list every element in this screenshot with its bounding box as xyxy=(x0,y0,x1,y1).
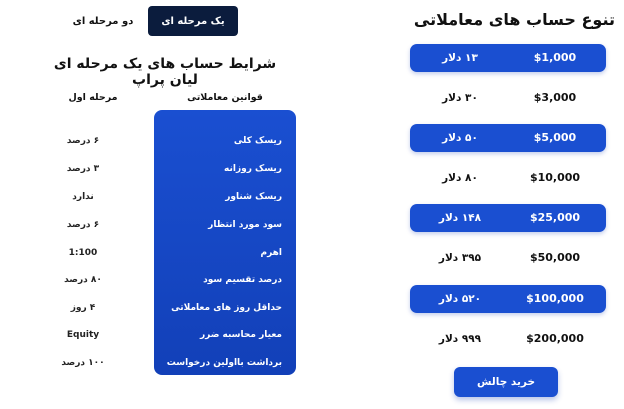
account-row[interactable] xyxy=(410,164,606,192)
account-size: $50,000 xyxy=(529,251,581,264)
rule-name: درصد تقسیم سود xyxy=(203,275,282,285)
rule-name: برداشت بااولین درخواست xyxy=(166,358,282,368)
account-size: $25,000 xyxy=(529,211,581,224)
account-row[interactable] xyxy=(410,325,606,353)
account-price: ۸۰ دلار xyxy=(442,172,478,184)
rule-value: ۱۰۰ درصد xyxy=(61,358,105,368)
account-row[interactable] xyxy=(410,124,606,152)
rule-value: ۴ روز xyxy=(70,303,96,313)
account-row[interactable] xyxy=(410,84,606,112)
rule-value: ۶ درصد xyxy=(66,136,100,146)
rule-value: Equity xyxy=(66,330,100,340)
header-trading-rules: قوانین معاملاتی xyxy=(187,92,263,103)
rule-value: 1:100 xyxy=(68,248,98,258)
rule-name: ریسک شناور xyxy=(225,192,282,202)
rule-value: ۶ درصد xyxy=(66,220,100,230)
account-row[interactable] xyxy=(410,204,606,232)
rule-name: حداقل روز های معاملاتی xyxy=(171,303,282,313)
account-size: $200,000 xyxy=(526,332,584,345)
buy-challenge-button[interactable]: خرید چالش xyxy=(454,367,558,397)
account-price: ۹۹۹ دلار xyxy=(438,333,482,345)
rule-name: ریسک روزانه xyxy=(224,164,282,174)
conditions-title: شرایط حساب های یک مرحله ای لیان پراپ xyxy=(53,56,277,88)
account-size: $5,000 xyxy=(533,131,577,144)
account-row[interactable] xyxy=(410,285,606,313)
account-row[interactable] xyxy=(410,44,606,72)
tab-one-phase[interactable]: یک مرحله ای xyxy=(148,6,238,36)
account-price: ۱۳ دلار xyxy=(442,52,478,64)
rule-name: معیار محاسبه ضرر xyxy=(199,330,282,340)
account-price: ۳۹۵ دلار xyxy=(438,252,482,264)
tab-two-phase[interactable]: دو مرحله ای xyxy=(72,15,134,27)
header-phase-one: مرحله اول xyxy=(68,92,118,103)
account-size: $3,000 xyxy=(533,91,577,104)
rule-name: اهرم xyxy=(260,248,282,258)
account-size: $1,000 xyxy=(533,51,577,64)
phase-tabs xyxy=(58,6,238,36)
account-size: $10,000 xyxy=(529,171,581,184)
account-size: $100,000 xyxy=(526,292,584,305)
account-price: ۵۰ دلار xyxy=(442,132,478,144)
rule-name: ریسک کلی xyxy=(233,136,282,146)
rule-name: سود مورد انتظار xyxy=(208,220,282,230)
account-price: ۳۰ دلار xyxy=(442,92,478,104)
rule-value: ۸۰ درصد xyxy=(64,275,102,285)
rule-value: ۳ درصد xyxy=(66,164,100,174)
account-price: ۱۴۸ دلار xyxy=(438,212,482,224)
account-row[interactable] xyxy=(410,244,606,272)
account-price: ۵۲۰ دلار xyxy=(438,293,482,305)
account-types-title: تنوع حساب های معاملاتی xyxy=(413,10,615,29)
rule-value: ندارد xyxy=(72,192,94,202)
